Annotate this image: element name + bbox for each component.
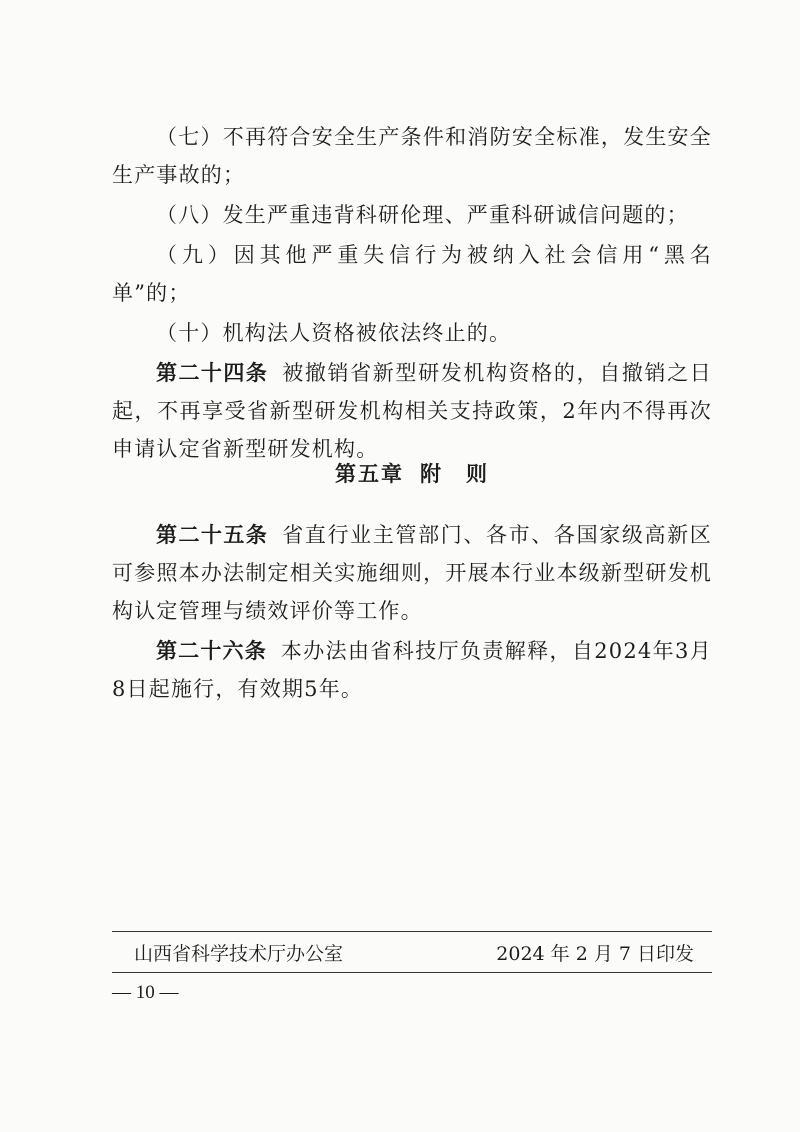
article-body-top <box>112 118 712 470</box>
chapter-label: 第五章 <box>335 462 404 486</box>
article-number: 第二十六条 <box>156 638 267 663</box>
clause-10: （十）机构法人资格被依法终止的。 <box>156 321 512 345</box>
article-number: 第二十五条 <box>156 522 269 547</box>
article-24: 第二十四条 被撤销省新型研发机构资格的，自撤销之日起，不再享受省新型研发机构相关支持政策，2年内不得再次申请认定省新型研发机构。 <box>112 360 712 461</box>
chapter-title: 附 则 <box>420 462 489 486</box>
article-26: 第二十六条 本办法由省科技厅负责解释，自2024年3月8日起施行，有效期5年。 <box>112 638 712 701</box>
issuer: 山西省科学技术厅办公室 <box>134 942 344 965</box>
issue-date: 2024 年 2 月 7 日印发 <box>496 942 694 965</box>
page-number: — 10 — <box>112 982 179 1003</box>
clause-9: （九）因其他严重失信行为被纳入社会信用“黑名单”的； <box>112 243 712 305</box>
clause-7: （七）不再符合安全生产条件和消防安全标准，发生安全生产事故的； <box>112 125 712 187</box>
chapter-heading <box>112 458 712 488</box>
issuance-line <box>112 934 712 970</box>
article-25: 第二十五条 省直行业主管部门、各市、各国家级高新区可参照本办法制定相关实施细则，开展本行业本级新型研发机构认定管理与绩效评价等工作。 <box>112 522 712 623</box>
article-body-bottom <box>112 516 712 710</box>
footer-rule-bottom <box>112 972 712 973</box>
footer-rule-top <box>112 931 712 932</box>
clause-8: （八）发生严重违背科研伦理、严重科研诚信问题的； <box>156 203 689 227</box>
article-number: 第二十四条 <box>156 360 269 385</box>
